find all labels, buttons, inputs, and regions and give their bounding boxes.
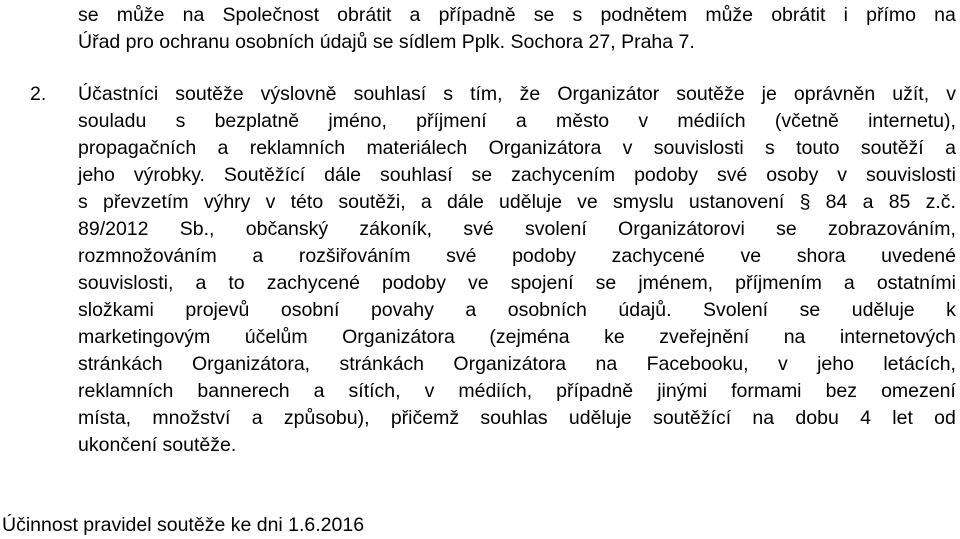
- word: rozmnožováním: [78, 245, 217, 267]
- word: převzetím: [102, 191, 189, 213]
- word: touto: [796, 137, 840, 159]
- word: soutěži,: [338, 191, 406, 213]
- word: na: [934, 4, 956, 26]
- word: výrobky.: [133, 164, 205, 186]
- word: a: [313, 380, 325, 402]
- word: smyslu: [613, 191, 674, 213]
- item-line-5: [78, 190, 956, 214]
- word: s: [78, 191, 88, 213]
- word: se: [471, 164, 493, 186]
- word: s: [765, 137, 775, 159]
- word: (zejména: [489, 326, 570, 348]
- word: letácích,: [883, 353, 956, 375]
- word: zachycené: [611, 245, 705, 267]
- word: ke: [604, 326, 625, 348]
- word: médiích: [677, 110, 746, 132]
- word: rozšiřováním: [298, 245, 411, 267]
- word: a: [862, 191, 874, 213]
- word: 4: [860, 407, 871, 429]
- word: uděluje: [568, 407, 632, 429]
- word: 89/2012: [78, 218, 149, 240]
- word: údajů.: [618, 299, 672, 321]
- word: materiálech: [366, 137, 468, 159]
- word: souvislosti,: [78, 272, 174, 294]
- word: marketingovým: [78, 326, 211, 348]
- word: bannerech: [197, 380, 290, 402]
- word: povahy: [370, 299, 434, 321]
- word: se: [799, 299, 821, 321]
- word: soutěžící: [653, 407, 732, 429]
- word: souhlasí: [379, 164, 453, 186]
- word: to: [228, 272, 245, 294]
- word: osobních: [507, 299, 587, 321]
- word: případně: [438, 4, 516, 26]
- word: a: [420, 191, 432, 213]
- item-line-8: [78, 271, 956, 295]
- word: výhry: [203, 191, 251, 213]
- word: může: [116, 4, 165, 26]
- word: propagačních: [78, 137, 197, 159]
- word: ustanovení: [688, 191, 785, 213]
- word: uděluje: [851, 299, 915, 321]
- word: občanský: [245, 218, 329, 240]
- word: jménem,: [638, 272, 714, 294]
- word: stránkách: [339, 353, 425, 375]
- word: 85: [888, 191, 911, 213]
- item-line-3: [78, 136, 956, 160]
- word: a: [515, 110, 527, 132]
- word: stránkách: [78, 353, 163, 375]
- word: jeho: [78, 164, 115, 186]
- word: přímo: [866, 4, 916, 26]
- word: své: [463, 218, 494, 240]
- word: souladu: [78, 110, 147, 132]
- word: zákoník,: [359, 218, 433, 240]
- word: podoby: [381, 272, 446, 294]
- word: Organizátora: [453, 353, 567, 375]
- word: svolení: [524, 218, 587, 240]
- word: výslovně: [260, 83, 337, 105]
- word: v: [265, 191, 276, 213]
- word: uvedené: [881, 245, 956, 267]
- word: Organizátora: [488, 137, 602, 159]
- word: účelům: [244, 326, 308, 348]
- word: oprávněn: [793, 83, 876, 105]
- word: své: [446, 245, 477, 267]
- word: (včetně: [774, 110, 839, 132]
- word: ve: [740, 245, 762, 267]
- intro-line-1: [78, 3, 956, 27]
- word: zachycením: [511, 164, 616, 186]
- word: jeho: [817, 353, 854, 375]
- word: internetových: [839, 326, 956, 348]
- word: médiích,: [458, 380, 533, 402]
- word: se: [533, 4, 555, 26]
- item-line-14: ukončení soutěže.: [78, 434, 237, 456]
- word: podnětem: [600, 4, 688, 26]
- word: z.č.: [925, 191, 956, 213]
- word: Sb.,: [179, 218, 215, 240]
- item-line-1: [78, 82, 956, 106]
- word: na: [595, 353, 618, 375]
- word: v: [946, 83, 956, 105]
- word: Organizátorovi: [618, 218, 745, 240]
- word: souhlas: [480, 407, 548, 429]
- word: se: [776, 218, 797, 240]
- word: osobní: [280, 299, 340, 321]
- word: této: [290, 191, 324, 213]
- word: ostatními: [876, 272, 956, 294]
- word: podoby: [634, 164, 699, 186]
- word: k: [946, 299, 956, 321]
- word: obrátit: [337, 4, 392, 26]
- word: soutěže: [676, 83, 745, 105]
- word: Společnost: [222, 4, 319, 26]
- item-number: 2.: [30, 83, 47, 105]
- word: ve: [577, 191, 598, 213]
- word: Organizátora,: [191, 353, 311, 375]
- word: dále: [446, 191, 484, 213]
- word: let: [892, 407, 913, 429]
- word: formami: [731, 380, 802, 402]
- word: na: [752, 407, 775, 429]
- word: a: [217, 137, 229, 159]
- word: i: [843, 4, 848, 26]
- word: a: [843, 272, 855, 294]
- word: obrátit: [771, 4, 826, 26]
- word: projevů: [185, 299, 250, 321]
- word: a: [251, 407, 263, 429]
- word: shora: [796, 245, 846, 267]
- word: s: [443, 83, 454, 105]
- word: Svolení: [703, 299, 769, 321]
- word: a: [465, 299, 477, 321]
- word: tím,: [470, 83, 503, 105]
- intro-line-2: Úřad pro ochranu osobních údajů se sídlem Pplk. Sochora 27, Praha 7.: [78, 31, 695, 53]
- word: se: [78, 4, 99, 26]
- word: uděluje: [499, 191, 562, 213]
- item-line-11: [78, 352, 956, 376]
- word: spojení: [510, 272, 574, 294]
- word: od: [934, 407, 956, 429]
- item-line-2: [78, 109, 956, 133]
- word: zachycené: [266, 272, 360, 294]
- word: případně: [556, 380, 634, 402]
- word: jinými: [657, 380, 708, 402]
- word: osoby: [766, 164, 819, 186]
- word: omezení: [881, 380, 956, 402]
- word: v: [622, 137, 633, 159]
- word: v: [424, 380, 435, 402]
- word: že: [519, 83, 541, 105]
- word: ve: [468, 272, 489, 294]
- word: bez: [825, 380, 858, 402]
- word: množství: [152, 407, 231, 429]
- word: souvislosti: [865, 164, 956, 186]
- word: město: [555, 110, 610, 132]
- word: Facebooku,: [646, 353, 749, 375]
- word: internetu),: [868, 110, 956, 132]
- word: s: [572, 4, 583, 26]
- word: příjmením: [735, 272, 822, 294]
- effective-date-line: Účinnost pravidel soutěže ke dni 1.6.2016: [2, 514, 365, 536]
- item-line-6: [78, 217, 956, 241]
- word: a: [252, 245, 264, 267]
- word: místa,: [78, 407, 132, 429]
- word: zveřejnění: [659, 326, 750, 348]
- item-line-13: [78, 406, 956, 430]
- word: soutěží: [860, 137, 924, 159]
- word: souhlasí: [353, 83, 427, 105]
- word: reklamních: [249, 137, 346, 159]
- word: užít,: [892, 83, 930, 105]
- word: v: [777, 353, 788, 375]
- word: dále: [324, 164, 362, 186]
- word: a: [195, 272, 207, 294]
- word: se: [595, 272, 617, 294]
- word: může: [705, 4, 754, 26]
- word: na: [783, 326, 806, 348]
- item-line-4: [78, 163, 956, 187]
- word: bezplatně: [214, 110, 300, 132]
- item-line-7: [78, 244, 956, 268]
- word: §: [799, 191, 811, 213]
- word: zobrazováním,: [828, 218, 956, 240]
- word: souvislosti: [653, 137, 744, 159]
- word: složkami: [78, 299, 154, 321]
- item-line-9: [78, 298, 956, 322]
- word: sítích,: [348, 380, 401, 402]
- item-line-12: [78, 379, 956, 403]
- word: Organizátora: [342, 326, 455, 348]
- word: v: [638, 110, 649, 132]
- word: reklamních: [78, 380, 174, 402]
- item-line-10: [78, 325, 956, 349]
- word: přičemž: [390, 407, 460, 429]
- word: a: [945, 137, 956, 159]
- word: soutěže: [175, 83, 244, 105]
- word: 84: [825, 191, 848, 213]
- word: Organizátor: [557, 83, 660, 105]
- word: dobu: [795, 407, 839, 429]
- word: podoby: [512, 245, 577, 267]
- word: v: [837, 164, 848, 186]
- word: Účastníci: [78, 83, 159, 105]
- word: a: [409, 4, 421, 26]
- word: s: [175, 110, 186, 132]
- word: své: [716, 164, 748, 186]
- word: jméno,: [328, 110, 387, 132]
- word: na: [182, 4, 205, 26]
- word: Soutěžící: [223, 164, 306, 186]
- word: je: [761, 83, 777, 105]
- word: příjmení: [416, 110, 487, 132]
- word: způsobu),: [283, 407, 370, 429]
